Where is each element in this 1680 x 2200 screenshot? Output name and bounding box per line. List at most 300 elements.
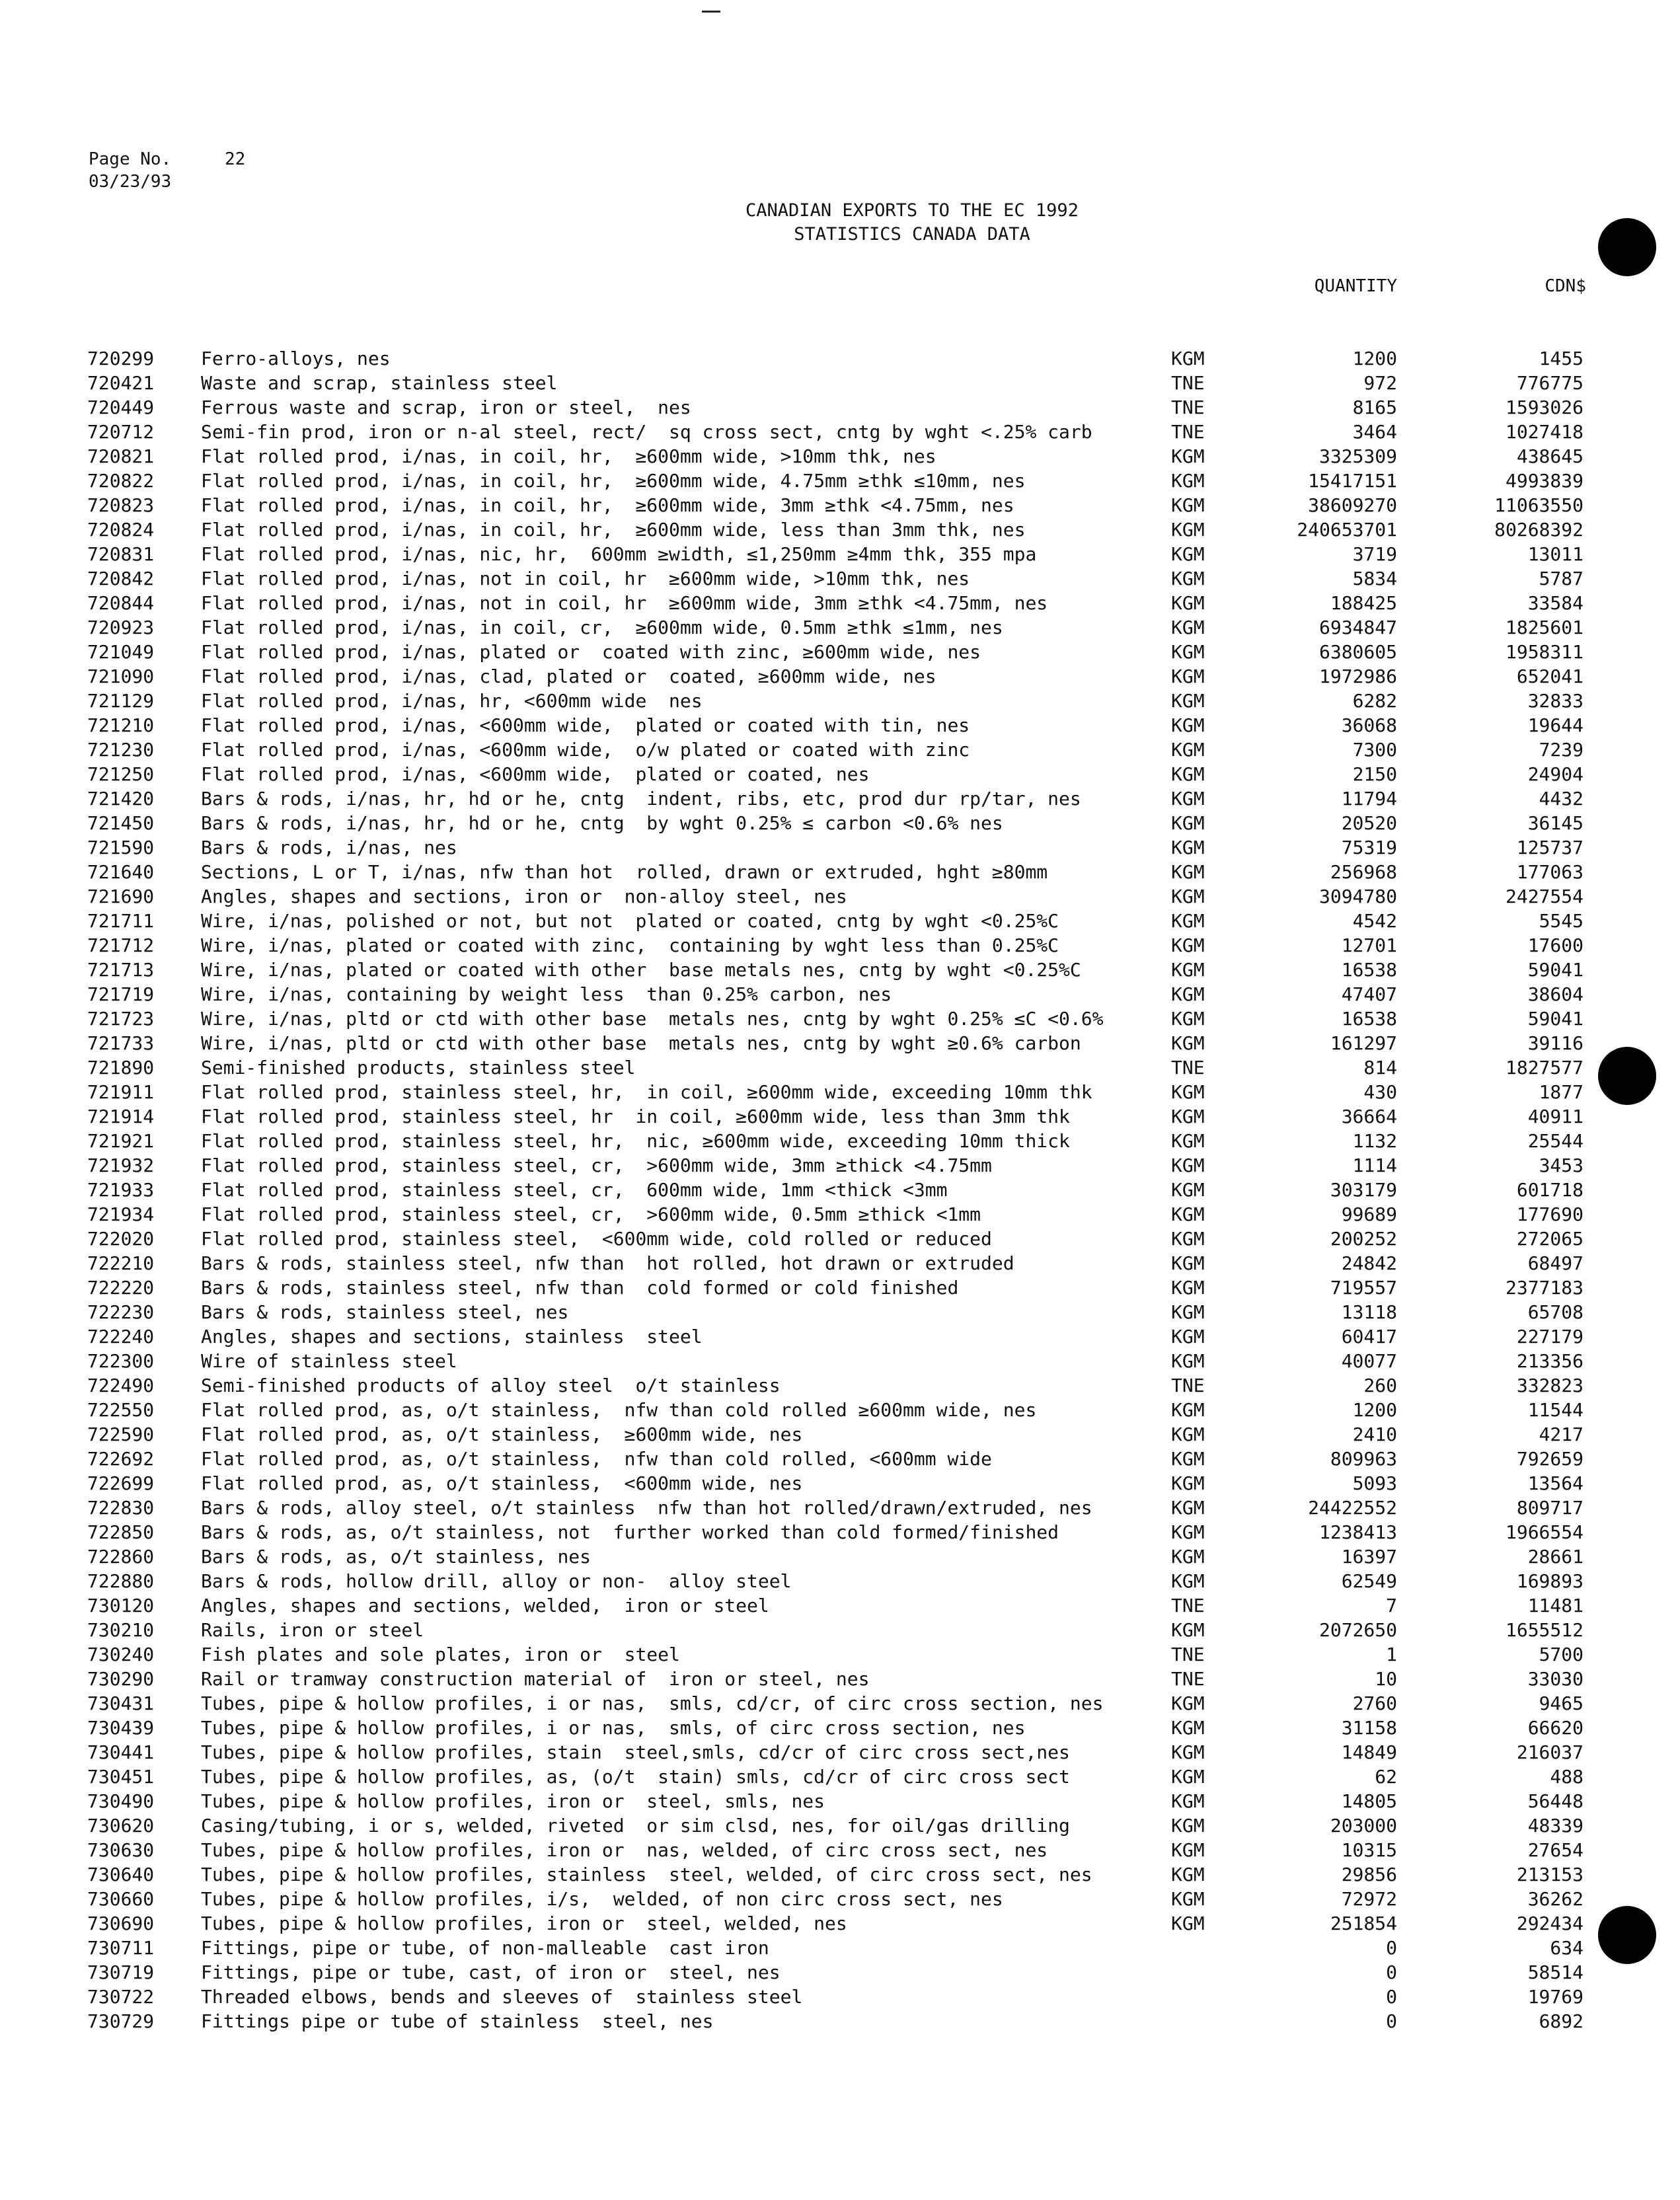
table-row bbox=[0, 1496, 1680, 1520]
commodity-description: Semi-fin prod, iron or n-al steel, rect/ sq cross sect, cntg by wght <.25% carb bbox=[201, 421, 1092, 443]
commodity-description: Flat rolled prod, i/nas, plated or coated with zinc, ≥600mm wide, nes bbox=[201, 641, 981, 663]
unit-of-measure: KGM bbox=[1171, 494, 1205, 516]
cdn-value: 4993839 bbox=[1505, 470, 1584, 492]
commodity-description: Bars & rods, stainless steel, nfw than hot rolled, hot drawn or extruded bbox=[201, 1252, 1014, 1274]
commodity-description: Bars & rods, stainless steel, nes bbox=[201, 1301, 569, 1323]
cdn-value: 2377183 bbox=[1505, 1277, 1584, 1299]
commodity-code: 720844 bbox=[87, 592, 155, 614]
commodity-description: Tubes, pipe & hollow profiles, stainless steel, welded, of circ cross sect, nes bbox=[201, 1864, 1092, 1885]
cdn-value: 40911 bbox=[1527, 1106, 1584, 1127]
quantity-value: 6380605 bbox=[1318, 641, 1397, 663]
commodity-code: 720923 bbox=[87, 617, 155, 638]
unit-of-measure: TNE bbox=[1171, 372, 1205, 394]
commodity-description: Fittings, pipe or tube, of non-malleable cast iron bbox=[201, 1937, 769, 1959]
quantity-value: 1114 bbox=[1352, 1155, 1397, 1176]
commodity-code: 730660 bbox=[87, 1888, 155, 1910]
commodity-code: 721640 bbox=[87, 861, 155, 883]
cdn-value: 169893 bbox=[1516, 1570, 1584, 1592]
commodity-description: Flat rolled prod, as, o/t stainless, nfw than cold rolled, <600mm wide bbox=[201, 1448, 992, 1470]
column-header-quantity: QUANTITY bbox=[1314, 276, 1397, 296]
quantity-value: 200252 bbox=[1330, 1228, 1397, 1250]
report-date: 03/23/93 bbox=[89, 172, 172, 192]
table-row bbox=[0, 1080, 1680, 1104]
table-row bbox=[0, 444, 1680, 469]
table-row bbox=[0, 1422, 1680, 1447]
commodity-code: 721420 bbox=[87, 788, 155, 810]
cdn-value: 24904 bbox=[1527, 763, 1584, 785]
quantity-value: 38609270 bbox=[1308, 494, 1397, 516]
commodity-description: Wire, i/nas, plated or coated with zinc, containing by wght less than 0.25%C bbox=[201, 934, 1059, 956]
cdn-value: 68497 bbox=[1527, 1252, 1584, 1274]
unit-of-measure: KGM bbox=[1171, 1546, 1205, 1568]
commodity-code: 722830 bbox=[87, 1497, 155, 1519]
data-table bbox=[0, 346, 1680, 2033]
table-row bbox=[0, 1911, 1680, 1936]
commodity-description: Bars & rods, stainless steel, nfw than cold formed or cold finished bbox=[201, 1277, 959, 1299]
table-row bbox=[0, 1789, 1680, 1813]
commodity-description: Bars & rods, alloy steel, o/t stainless nfw than hot rolled/drawn/extruded, nes bbox=[201, 1497, 1092, 1519]
commodity-code: 730640 bbox=[87, 1864, 155, 1885]
table-row bbox=[0, 811, 1680, 835]
cdn-value: 17600 bbox=[1527, 934, 1584, 956]
commodity-description: Tubes, pipe & hollow profiles, i or nas, smls, of circ cross section, nes bbox=[201, 1717, 1026, 1739]
table-row bbox=[0, 1569, 1680, 1593]
cdn-value: 216037 bbox=[1516, 1741, 1584, 1763]
quantity-value: 99689 bbox=[1341, 1203, 1397, 1225]
commodity-code: 721921 bbox=[87, 1130, 155, 1152]
unit-of-measure: KGM bbox=[1171, 470, 1205, 492]
commodity-code: 720821 bbox=[87, 445, 155, 467]
quantity-value: 1200 bbox=[1352, 1399, 1397, 1421]
quantity-value: 1 bbox=[1386, 1644, 1397, 1665]
table-row bbox=[0, 1324, 1680, 1349]
unit-of-measure: KGM bbox=[1171, 665, 1205, 687]
page-number: 22 bbox=[225, 149, 246, 169]
cdn-value: 65708 bbox=[1527, 1301, 1584, 1323]
commodity-description: Flat rolled prod, i/nas, nic, hr, 600mm ≥width, ≤1,250mm ≥4mm thk, 355 mpa bbox=[201, 543, 1037, 565]
commodity-description: Flat rolled prod, i/nas, <600mm wide, plated or coated, nes bbox=[201, 763, 870, 785]
commodity-description: Bars & rods, i/nas, hr, hd or he, cntg indent, ribs, etc, prod dur rp/tar, nes bbox=[201, 788, 1081, 810]
commodity-code: 721914 bbox=[87, 1106, 155, 1127]
cdn-value: 11544 bbox=[1527, 1399, 1584, 1421]
quantity-value: 62549 bbox=[1341, 1570, 1397, 1592]
commodity-code: 722230 bbox=[87, 1301, 155, 1323]
commodity-code: 722300 bbox=[87, 1350, 155, 1372]
unit-of-measure: KGM bbox=[1171, 1790, 1205, 1812]
commodity-code: 721934 bbox=[87, 1203, 155, 1225]
cdn-value: 1593026 bbox=[1505, 397, 1584, 418]
cdn-value: 13564 bbox=[1527, 1472, 1584, 1494]
quantity-value: 6282 bbox=[1352, 690, 1397, 712]
unit-of-measure: KGM bbox=[1171, 592, 1205, 614]
unit-of-measure: KGM bbox=[1171, 1497, 1205, 1519]
table-row bbox=[0, 640, 1680, 664]
unit-of-measure: KGM bbox=[1171, 1864, 1205, 1885]
commodity-code: 722240 bbox=[87, 1326, 155, 1347]
commodity-code: 722550 bbox=[87, 1399, 155, 1421]
unit-of-measure: TNE bbox=[1171, 1644, 1205, 1665]
table-row bbox=[0, 958, 1680, 982]
table-row bbox=[0, 1862, 1680, 1887]
quantity-value: 10315 bbox=[1341, 1839, 1397, 1861]
cdn-value: 32833 bbox=[1527, 690, 1584, 712]
table-row bbox=[0, 371, 1680, 395]
commodity-code: 722850 bbox=[87, 1521, 155, 1543]
quantity-value: 7300 bbox=[1352, 739, 1397, 761]
unit-of-measure: TNE bbox=[1171, 1057, 1205, 1079]
table-row bbox=[0, 786, 1680, 811]
table-row bbox=[0, 1055, 1680, 1080]
commodity-code: 730441 bbox=[87, 1741, 155, 1763]
table-row bbox=[0, 517, 1680, 542]
commodity-description: Flat rolled prod, i/nas, in coil, hr, ≥600mm wide, less than 3mm thk, nes bbox=[201, 519, 1026, 541]
quantity-value: 4542 bbox=[1352, 910, 1397, 932]
commodity-code: 720712 bbox=[87, 421, 155, 443]
unit-of-measure: KGM bbox=[1171, 1619, 1205, 1641]
quantity-value: 3094780 bbox=[1318, 886, 1397, 907]
table-row bbox=[0, 738, 1680, 762]
cdn-value: 1027418 bbox=[1505, 421, 1584, 443]
unit-of-measure: KGM bbox=[1171, 348, 1205, 369]
cdn-value: 3453 bbox=[1539, 1155, 1584, 1176]
commodity-code: 730431 bbox=[87, 1692, 155, 1714]
cdn-value: 13011 bbox=[1527, 543, 1584, 565]
table-row bbox=[0, 1887, 1680, 1911]
unit-of-measure: KGM bbox=[1171, 886, 1205, 907]
quantity-value: 188425 bbox=[1330, 592, 1397, 614]
punch-hole-icon bbox=[1598, 1906, 1656, 1964]
unit-of-measure: KGM bbox=[1171, 1399, 1205, 1421]
quantity-value: 24842 bbox=[1341, 1252, 1397, 1274]
table-row bbox=[0, 1349, 1680, 1373]
cdn-value: 177063 bbox=[1516, 861, 1584, 883]
commodity-description: Casing/tubing, i or s, welded, riveted or sim clsd, nes, for oil/gas drilling bbox=[201, 1815, 1070, 1837]
cdn-value: 776775 bbox=[1516, 372, 1584, 394]
commodity-code: 720823 bbox=[87, 494, 155, 516]
commodity-code: 721890 bbox=[87, 1057, 155, 1079]
cdn-value: 438645 bbox=[1516, 445, 1584, 467]
commodity-code: 721911 bbox=[87, 1081, 155, 1103]
unit-of-measure: KGM bbox=[1171, 1692, 1205, 1714]
cdn-value: 4432 bbox=[1539, 788, 1584, 810]
commodity-description: Angles, shapes and sections, stainless steel bbox=[201, 1326, 703, 1347]
cdn-value: 652041 bbox=[1516, 665, 1584, 687]
column-header-value: CDN$ bbox=[1545, 276, 1586, 296]
quantity-value: 16397 bbox=[1341, 1546, 1397, 1568]
unit-of-measure: TNE bbox=[1171, 397, 1205, 418]
unit-of-measure: KGM bbox=[1171, 837, 1205, 858]
commodity-description: Tubes, pipe & hollow profiles, stain steel,smls, cd/cr of circ cross sect,nes bbox=[201, 1741, 1070, 1763]
unit-of-measure: KGM bbox=[1171, 1815, 1205, 1837]
quantity-value: 1200 bbox=[1352, 348, 1397, 369]
unit-of-measure: TNE bbox=[1171, 1375, 1205, 1396]
cdn-value: 1455 bbox=[1539, 348, 1584, 369]
commodity-description: Flat rolled prod, i/nas, not in coil, hr ≥600mm wide, 3mm ≥thk <4.75mm, nes bbox=[201, 592, 1048, 614]
cdn-value: 33584 bbox=[1527, 592, 1584, 614]
table-row bbox=[0, 1153, 1680, 1178]
quantity-value: 814 bbox=[1363, 1057, 1397, 1079]
table-row bbox=[0, 615, 1680, 640]
unit-of-measure: KGM bbox=[1171, 1277, 1205, 1299]
cdn-value: 5787 bbox=[1539, 568, 1584, 589]
commodity-description: Flat rolled prod, i/nas, clad, plated or coated, ≥600mm wide, nes bbox=[201, 665, 936, 687]
quantity-value: 60417 bbox=[1341, 1326, 1397, 1347]
table-row bbox=[0, 1275, 1680, 1300]
table-row bbox=[0, 591, 1680, 615]
quantity-value: 31158 bbox=[1341, 1717, 1397, 1739]
commodity-code: 721250 bbox=[87, 763, 155, 785]
quantity-value: 3464 bbox=[1352, 421, 1397, 443]
commodity-description: Wire, i/nas, containing by weight less than 0.25% carbon, nes bbox=[201, 983, 892, 1005]
unit-of-measure: KGM bbox=[1171, 1228, 1205, 1250]
quantity-value: 15417151 bbox=[1308, 470, 1397, 492]
cdn-value: 1877 bbox=[1539, 1081, 1584, 1103]
quantity-value: 260 bbox=[1363, 1375, 1397, 1396]
cdn-value: 39116 bbox=[1527, 1032, 1584, 1054]
commodity-code: 730290 bbox=[87, 1668, 155, 1690]
commodity-description: Angles, shapes and sections, welded, iron or steel bbox=[201, 1595, 769, 1616]
commodity-description: Flat rolled prod, i/nas, <600mm wide, plated or coated with tin, nes bbox=[201, 714, 970, 736]
table-row bbox=[0, 493, 1680, 517]
commodity-description: Bars & rods, i/nas, hr, hd or he, cntg by wght 0.25% ≤ carbon <0.6% nes bbox=[201, 812, 1003, 834]
commodity-description: Bars & rods, i/nas, nes bbox=[201, 837, 457, 858]
unit-of-measure: TNE bbox=[1171, 1595, 1205, 1616]
quantity-value: 14849 bbox=[1341, 1741, 1397, 1763]
cdn-value: 38604 bbox=[1527, 983, 1584, 1005]
unit-of-measure: KGM bbox=[1171, 690, 1205, 712]
unit-of-measure: KGM bbox=[1171, 519, 1205, 541]
quantity-value: 16538 bbox=[1341, 1008, 1397, 1030]
commodity-code: 720421 bbox=[87, 372, 155, 394]
cdn-value: 80268392 bbox=[1494, 519, 1584, 541]
table-row bbox=[0, 469, 1680, 493]
commodity-description: Semi-finished products, stainless steel bbox=[201, 1057, 636, 1079]
unit-of-measure: KGM bbox=[1171, 1717, 1205, 1739]
commodity-code: 722699 bbox=[87, 1472, 155, 1494]
quantity-value: 3325309 bbox=[1318, 445, 1397, 467]
unit-of-measure: KGM bbox=[1171, 983, 1205, 1005]
cdn-value: 25544 bbox=[1527, 1130, 1584, 1152]
table-row bbox=[0, 1691, 1680, 1716]
commodity-description: Flat rolled prod, i/nas, hr, <600mm wide nes bbox=[201, 690, 703, 712]
unit-of-measure: KGM bbox=[1171, 714, 1205, 736]
top-mark bbox=[702, 11, 720, 13]
cdn-value: 19769 bbox=[1527, 1986, 1584, 2008]
quantity-value: 20520 bbox=[1341, 812, 1397, 834]
page-label: Page No. bbox=[89, 149, 172, 169]
unit-of-measure: KGM bbox=[1171, 739, 1205, 761]
commodity-code: 730729 bbox=[87, 2010, 155, 2032]
cdn-value: 272065 bbox=[1516, 1228, 1584, 1250]
unit-of-measure: TNE bbox=[1171, 421, 1205, 443]
quantity-value: 256968 bbox=[1330, 861, 1397, 883]
quantity-value: 972 bbox=[1363, 372, 1397, 394]
cdn-value: 27654 bbox=[1527, 1839, 1584, 1861]
commodity-code: 730630 bbox=[87, 1839, 155, 1861]
table-row bbox=[0, 1006, 1680, 1031]
quantity-value: 2410 bbox=[1352, 1423, 1397, 1445]
commodity-code: 722210 bbox=[87, 1252, 155, 1274]
quantity-value: 240653701 bbox=[1297, 519, 1397, 541]
unit-of-measure: KGM bbox=[1171, 959, 1205, 981]
table-row bbox=[0, 1471, 1680, 1496]
commodity-code: 721049 bbox=[87, 641, 155, 663]
commodity-description: Flat rolled prod, i/nas, in coil, hr, ≥600mm wide, >10mm thk, nes bbox=[201, 445, 936, 467]
commodity-code: 722020 bbox=[87, 1228, 155, 1250]
cdn-value: 213356 bbox=[1516, 1350, 1584, 1372]
commodity-description: Flat rolled prod, as, o/t stainless, <600mm wide, nes bbox=[201, 1472, 803, 1494]
cdn-value: 33030 bbox=[1527, 1668, 1584, 1690]
unit-of-measure: KGM bbox=[1171, 1423, 1205, 1445]
commodity-description: Tubes, pipe & hollow profiles, iron or nas, welded, of circ cross sect, nes bbox=[201, 1839, 1048, 1861]
quantity-value: 72972 bbox=[1341, 1888, 1397, 1910]
commodity-description: Wire, i/nas, polished or not, but not plated or coated, cntg by wght <0.25%C bbox=[201, 910, 1059, 932]
quantity-value: 2760 bbox=[1352, 1692, 1397, 1714]
quantity-value: 0 bbox=[1386, 1986, 1397, 2008]
cdn-value: 19644 bbox=[1527, 714, 1584, 736]
table-row bbox=[0, 1520, 1680, 1544]
commodity-description: Ferrous waste and scrap, iron or steel, nes bbox=[201, 397, 691, 418]
table-row bbox=[0, 395, 1680, 420]
commodity-description: Tubes, pipe & hollow profiles, i/s, welded, of non circ cross sect, nes bbox=[201, 1888, 1003, 1910]
table-row bbox=[0, 1740, 1680, 1764]
unit-of-measure: KGM bbox=[1171, 861, 1205, 883]
commodity-description: Flat rolled prod, stainless steel, cr, >600mm wide, 3mm ≥thick <4.75mm bbox=[201, 1155, 992, 1176]
commodity-code: 730210 bbox=[87, 1619, 155, 1641]
table-row bbox=[0, 689, 1680, 713]
quantity-value: 24422552 bbox=[1308, 1497, 1397, 1519]
unit-of-measure: KGM bbox=[1171, 1448, 1205, 1470]
table-row bbox=[0, 664, 1680, 689]
unit-of-measure: KGM bbox=[1171, 1472, 1205, 1494]
quantity-value: 0 bbox=[1386, 1961, 1397, 1983]
commodity-description: Wire of stainless steel bbox=[201, 1350, 457, 1372]
commodity-code: 730439 bbox=[87, 1717, 155, 1739]
table-row bbox=[0, 1960, 1680, 1985]
commodity-code: 720822 bbox=[87, 470, 155, 492]
unit-of-measure: KGM bbox=[1171, 763, 1205, 785]
cdn-value: 809717 bbox=[1516, 1497, 1584, 1519]
cdn-value: 28661 bbox=[1527, 1546, 1584, 1568]
quantity-value: 36664 bbox=[1341, 1106, 1397, 1127]
unit-of-measure: KGM bbox=[1171, 812, 1205, 834]
commodity-description: Tubes, pipe & hollow profiles, i or nas, smls, cd/cr, of circ cross section, nes bbox=[201, 1692, 1104, 1714]
commodity-code: 721723 bbox=[87, 1008, 155, 1030]
commodity-description: Semi-finished products of alloy steel o/t stainless bbox=[201, 1375, 781, 1396]
unit-of-measure: KGM bbox=[1171, 1252, 1205, 1274]
quantity-value: 75319 bbox=[1341, 837, 1397, 858]
table-row bbox=[0, 566, 1680, 591]
cdn-value: 488 bbox=[1550, 1766, 1584, 1788]
table-row bbox=[0, 762, 1680, 786]
cdn-value: 792659 bbox=[1516, 1448, 1584, 1470]
commodity-description: Rails, iron or steel bbox=[201, 1619, 424, 1641]
cdn-value: 56448 bbox=[1527, 1790, 1584, 1812]
commodity-code: 721733 bbox=[87, 1032, 155, 1054]
unit-of-measure: KGM bbox=[1171, 543, 1205, 565]
table-row bbox=[0, 884, 1680, 909]
unit-of-measure: KGM bbox=[1171, 1913, 1205, 1934]
unit-of-measure: KGM bbox=[1171, 1326, 1205, 1347]
quantity-value: 5834 bbox=[1352, 568, 1397, 589]
commodity-description: Flat rolled prod, stainless steel, hr, nic, ≥600mm wide, exceeding 10mm thick bbox=[201, 1130, 1070, 1152]
quantity-value: 161297 bbox=[1330, 1032, 1397, 1054]
commodity-code: 722220 bbox=[87, 1277, 155, 1299]
table-row bbox=[0, 1300, 1680, 1324]
table-row bbox=[0, 1373, 1680, 1398]
commodity-code: 721090 bbox=[87, 665, 155, 687]
unit-of-measure: KGM bbox=[1171, 1570, 1205, 1592]
unit-of-measure: KGM bbox=[1171, 934, 1205, 956]
table-row bbox=[0, 542, 1680, 566]
commodity-code: 720449 bbox=[87, 397, 155, 418]
quantity-value: 3719 bbox=[1352, 543, 1397, 565]
quantity-value: 0 bbox=[1386, 2010, 1397, 2032]
unit-of-measure: KGM bbox=[1171, 1130, 1205, 1152]
commodity-code: 721129 bbox=[87, 690, 155, 712]
table-row bbox=[0, 1838, 1680, 1862]
unit-of-measure: KGM bbox=[1171, 445, 1205, 467]
commodity-description: Waste and scrap, stainless steel bbox=[201, 372, 558, 394]
commodity-description: Flat rolled prod, stainless steel, cr, 600mm wide, 1mm <thick <3mm bbox=[201, 1179, 948, 1201]
table-row bbox=[0, 1129, 1680, 1153]
unit-of-measure: KGM bbox=[1171, 568, 1205, 589]
cdn-value: 11063550 bbox=[1494, 494, 1584, 516]
table-row bbox=[0, 1104, 1680, 1129]
punch-hole-icon bbox=[1598, 1047, 1656, 1105]
cdn-value: 125737 bbox=[1516, 837, 1584, 858]
commodity-code: 730719 bbox=[87, 1961, 155, 1983]
quantity-value: 251854 bbox=[1330, 1913, 1397, 1934]
quantity-value: 0 bbox=[1386, 1937, 1397, 1959]
quantity-value: 1132 bbox=[1352, 1130, 1397, 1152]
table-row bbox=[0, 1227, 1680, 1251]
table-row bbox=[0, 1031, 1680, 1055]
commodity-code: 730240 bbox=[87, 1644, 155, 1665]
quantity-value: 809963 bbox=[1330, 1448, 1397, 1470]
cdn-value: 9465 bbox=[1539, 1692, 1584, 1714]
table-row bbox=[0, 2009, 1680, 2033]
commodity-code: 721690 bbox=[87, 886, 155, 907]
cdn-value: 1958311 bbox=[1505, 641, 1584, 663]
commodity-code: 721210 bbox=[87, 714, 155, 736]
commodity-code: 730120 bbox=[87, 1595, 155, 1616]
quantity-value: 14805 bbox=[1341, 1790, 1397, 1812]
commodity-code: 722860 bbox=[87, 1546, 155, 1568]
cdn-value: 58514 bbox=[1527, 1961, 1584, 1983]
unit-of-measure: KGM bbox=[1171, 1521, 1205, 1543]
unit-of-measure: TNE bbox=[1171, 1668, 1205, 1690]
quantity-value: 2150 bbox=[1352, 763, 1397, 785]
commodity-description: Flat rolled prod, stainless steel, <600mm wide, cold rolled or reduced bbox=[201, 1228, 992, 1250]
unit-of-measure: KGM bbox=[1171, 1766, 1205, 1788]
quantity-value: 430 bbox=[1363, 1081, 1397, 1103]
commodity-description: Angles, shapes and sections, iron or non-alloy steel, nes bbox=[201, 886, 847, 907]
commodity-code: 722692 bbox=[87, 1448, 155, 1470]
unit-of-measure: KGM bbox=[1171, 1203, 1205, 1225]
cdn-value: 5545 bbox=[1539, 910, 1584, 932]
unit-of-measure: KGM bbox=[1171, 1301, 1205, 1323]
cdn-value: 6892 bbox=[1539, 2010, 1584, 2032]
table-row bbox=[0, 909, 1680, 933]
commodity-code: 721713 bbox=[87, 959, 155, 981]
table-row bbox=[0, 1593, 1680, 1618]
commodity-code: 721230 bbox=[87, 739, 155, 761]
quantity-value: 5093 bbox=[1352, 1472, 1397, 1494]
commodity-code: 730690 bbox=[87, 1913, 155, 1934]
table-row bbox=[0, 1178, 1680, 1202]
commodity-code: 721719 bbox=[87, 983, 155, 1005]
